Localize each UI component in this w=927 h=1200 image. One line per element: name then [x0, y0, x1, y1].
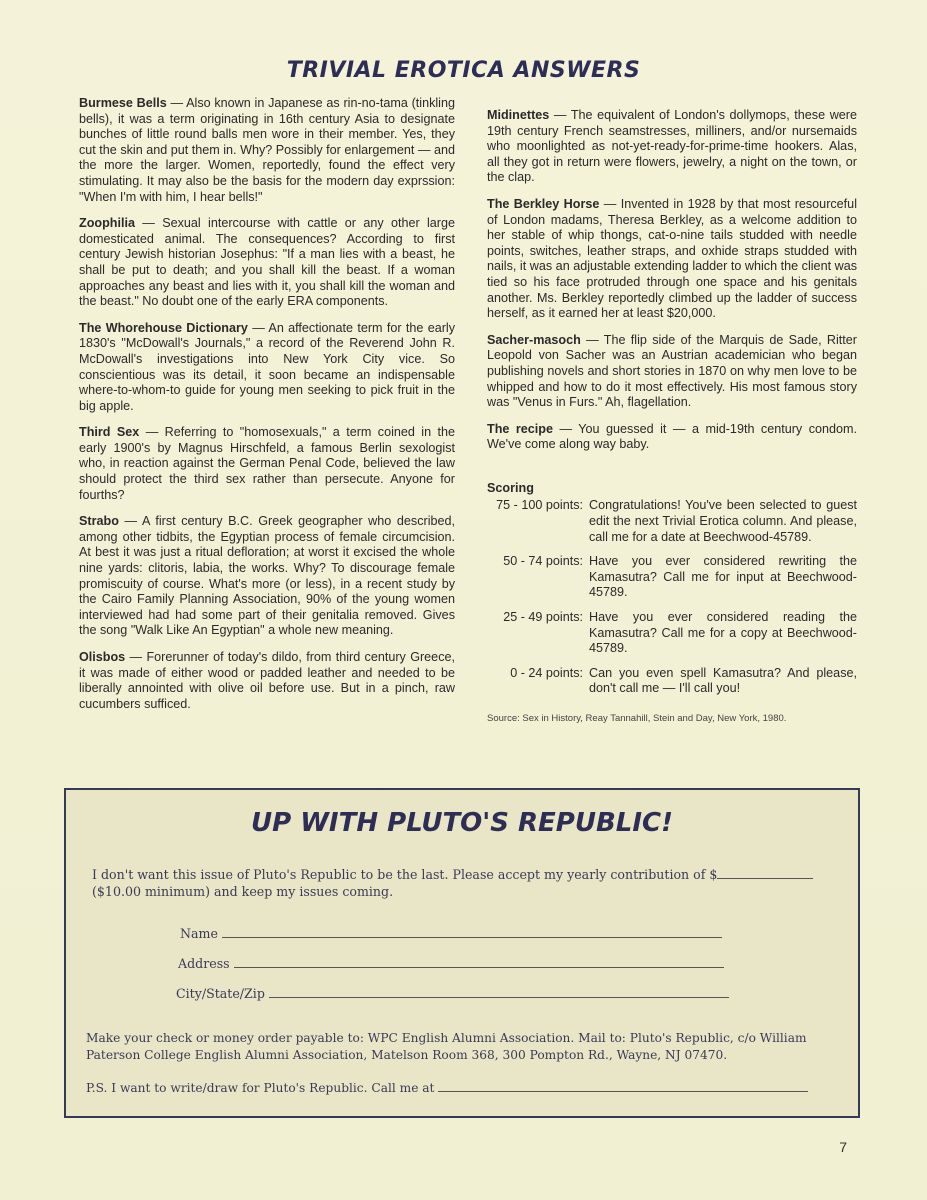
entry-text: — Forerunner of today's dildo, from third century Greece, it was made of either wood or padded leather and needed to be liberally annointed with olive oil before use. But in a pinch, raw cucumbers sufficed. [79, 650, 455, 711]
entry [79, 321, 455, 415]
page-number: 7 [839, 1139, 847, 1155]
entry-text: — An affectionate term for the early 1830's "McDowall's Journals," a record of the Reverend John R. McDowall's investigations into New York City vice. So conscientious was its detail, it soon became an indispensable where-to-whom-to guide for young men seeking to pick fruit in the big apple. [79, 320, 455, 413]
entry [487, 197, 857, 322]
score-range: 0 - 24 points: [510, 665, 583, 680]
contribution-blank[interactable] [717, 867, 813, 879]
entry [487, 333, 857, 411]
page-title: TRIVIAL EROTICA ANSWERS [286, 58, 641, 83]
entry-term: Midinettes [487, 108, 550, 122]
right-entries [487, 108, 857, 453]
intro-text-2: ($10.00 minimum) and keep my issues coming. [92, 884, 394, 899]
name-field[interactable] [180, 926, 722, 941]
score-row [487, 554, 857, 601]
left-column [79, 96, 455, 723]
scoring-heading: Scoring [487, 480, 534, 495]
score-row [487, 666, 857, 697]
entry-term: The Whorehouse Dictionary [79, 320, 248, 335]
right-column [487, 108, 857, 727]
entry [79, 96, 455, 205]
ps-line [86, 1080, 836, 1095]
entry [79, 514, 455, 639]
entry-term: Burmese Bells [79, 96, 167, 110]
entry-text: — Invented in 1928 by that most resourceful of London madams, Theresa Berkley, as a welcome addition to her stable of whip thongs, cat-o-nine tails studded with needle points, switches, leather straps, and oxhide straps studded with nails, it was an adjustable extending ladder to which the client was tied so his face protruded through one space and his genitals another. Ms. Berkley reportedly climbed up the ladder of success herself, as it earned her at least $20,000. [487, 196, 857, 321]
address-blank[interactable] [234, 956, 724, 968]
entry-text: — Sexual intercourse with cattle or any other large domesticated animal. The consequences? According to first century Jewish historian Josephus: "If a man lies with a beast, he shall be put to death; and you shall kill the beast. If a woman approaches any beast and lies with it, you shall kill the woman and the beast." No doubt one of the early ERA components. [79, 216, 455, 309]
source-citation: Source: Sex in History, Reay Tannahill, Stein and Day, New York, 1980. [487, 713, 787, 724]
ps-text: P.S. I want to write/draw for Pluto's Republic. Call me at [86, 1081, 435, 1095]
entry-term: Olisbos [79, 650, 126, 664]
form-intro [92, 866, 832, 900]
entry [487, 422, 857, 453]
entry-text: — The equivalent of London's dollymops, these were 19th century French seamstresses, milliners, and/or nursemaids who moonlighted as not-yet-ready-for-prime-time hookers. Alas, all they got in return were flowers, jewelry, a night on the town, or the clap. [487, 108, 857, 185]
score-row [487, 610, 857, 657]
name-blank[interactable] [222, 926, 722, 938]
entry-term: Third Sex [79, 425, 140, 440]
entry-term: Zoophilia [79, 216, 135, 231]
city-field[interactable] [176, 986, 729, 1001]
entry [79, 650, 455, 712]
entry-text: — A first century B.C. Greek geographer who described, among other tidbits, the Egyptian process of female circumcision. At best it was just a ritual defloration; at worst it excised the whole nine yards: clitoris, labia, the works. Why? To discourage female promiscuity of course. What's more (or less), in a recent study by the Cairo Family Planning Association, 90% of the young women interviewed had had some part of their genitalia removed. Gives the song "Walk Like An Egyptian" a whole new meaning. [79, 514, 455, 638]
entry-text: — Also known in Japanese as rin-no-tama (tinkling bells), it was a term originating in 16th century Asia to designate bunches of little round balls men wore in their member. Yes, they cut the skin and put them in. Why? Possibly for enlargement — and the more the larger. Women, reportedly, found the effect very stimulating. It may also be the basis for the modern day exprssion: "When I'm with him, I hear bells!" [79, 96, 455, 204]
score-row [487, 498, 857, 545]
city-blank[interactable] [269, 986, 729, 998]
entry [79, 216, 455, 310]
score-text: Can you even spell Kamasutra? And please, don't call me — I'll call you! [589, 665, 857, 696]
entry-text: — The flip side of the Marquis de Sade, Ritter Leopold von Sacher was an Austrian academician who began publishing novels and short stories in 1870 on why men love to be whipped and how to do it most effectively. His most famous story was "Venus in Furs." Ah, flagellation. [487, 332, 857, 410]
entry-text: — You guessed it — a mid-19th century condom. We've come along way baby. [487, 421, 858, 452]
score-text: Congratulations! You've been selected to guest edit the next Trivial Erotica column. And please, call me for a date at Beechwood-45789. [589, 498, 857, 544]
entry-term: The recipe [487, 421, 553, 436]
entry-term: Sacher-masoch [487, 332, 581, 347]
entry-term: The Berkley Horse [487, 196, 600, 211]
score-range: 75 - 100 points: [496, 498, 583, 513]
entry [79, 425, 455, 503]
entry-term: Strabo [79, 514, 119, 529]
mail-instructions: Make your check or money order payable to: WPC English Alumni Association. Mail to: Pluto's Republic, c/o William Paterson College English Alumni Association, Matelson Room 368, 300 Pompton Rd., Wayne, NJ 07470. [86, 1031, 807, 1062]
subscription-form [64, 788, 860, 1118]
score-range: 50 - 74 points: [503, 554, 583, 569]
city-label: City/State/Zip [176, 986, 265, 1001]
name-label: Name [180, 926, 218, 941]
score-text: Have you ever considered rewriting the Kamasutra? Call me for input at Beechwood-45789. [589, 554, 857, 600]
entry-text: — Referring to "homosexuals," a term coined in the early 1900's by Magnus Hirschfeld, a famous Berlin sexologist who, in reaction against the German Penal Code, believed the law should protect the third sex rather than persecute. Anyone for fourths? [79, 425, 456, 502]
score-range: 25 - 49 points: [503, 610, 583, 625]
intro-text: I don't want this issue of Pluto's Republic to be the last. Please accept my yearly contribution of $ [92, 867, 718, 882]
address-label: Address [178, 956, 230, 971]
address-field[interactable] [178, 956, 724, 971]
entry [487, 108, 857, 186]
form-title: UP WITH PLUTO'S REPUBLIC! [251, 808, 673, 838]
phone-blank[interactable] [438, 1080, 808, 1092]
scoring-table [487, 498, 857, 697]
score-text: Have you ever considered reading the Kamasutra? Call me for a copy at Beechwood-45789. [589, 610, 857, 656]
